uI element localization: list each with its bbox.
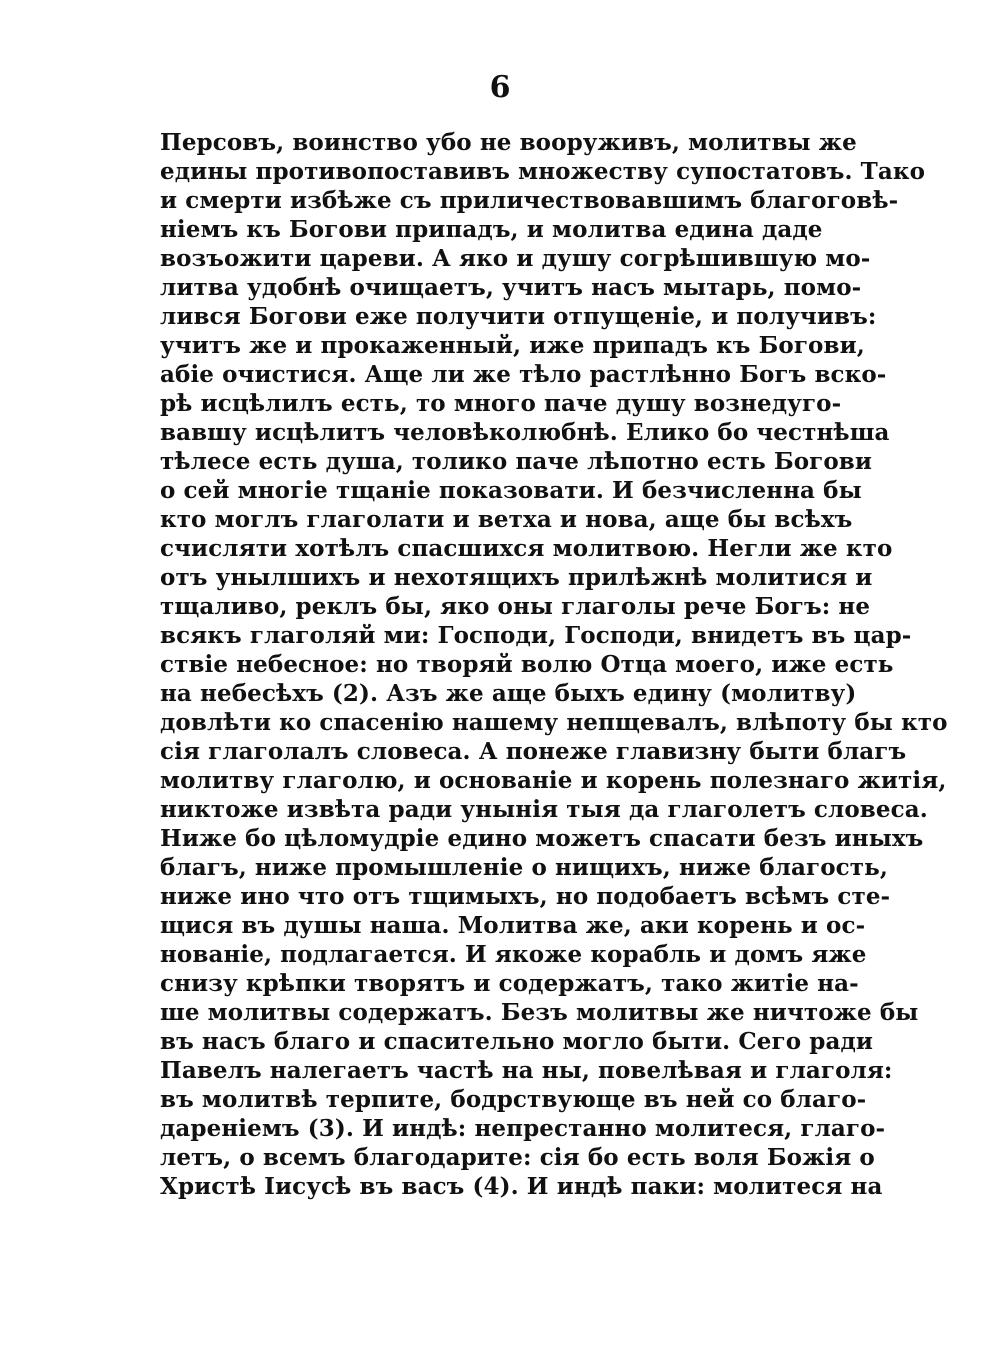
text-line: учитъ же и прокаженный, иже припадъ къ Богови,	[160, 332, 865, 359]
text-line: ше молитвы содержатъ. Безъ молитвы же ничтоже бы	[160, 999, 919, 1026]
text-line: сія глаголалъ словеса. А понеже главизну быти благъ	[160, 738, 907, 765]
text-line: въ молитвѣ терпите, бодрствующе въ ней со благо-	[160, 1086, 867, 1113]
text-line: литва удобнѣ очищаетъ, учитъ насъ мытарь, помо-	[160, 274, 862, 301]
text-line: вавшу исцѣлитъ человѣколюбнѣ. Елико бо честнѣша	[160, 419, 890, 446]
text-line: всякъ глаголяй ми: Господи, Господи, внидетъ въ цар-	[160, 622, 912, 649]
text-line: дареніемъ (3). И индѣ: непрестанно молитеся, глаго-	[160, 1115, 886, 1142]
text-line: счисляти хотѣлъ спасшихся молитвою. Негли же кто	[160, 535, 893, 562]
text-block	[160, 128, 948, 1201]
text-line: ніемъ къ Богови припадъ, и молитва едина даде	[160, 216, 823, 243]
text-line: ниже ино что отъ тщимыхъ, но подобаетъ всѣмъ сте-	[160, 883, 891, 910]
text-line: рѣ исцѣлилъ есть, то много паче душу вознедуго-	[160, 390, 842, 417]
text-line: довлѣти ко спасенію нашему непщевалъ, влѣпоту бы кто	[160, 709, 948, 736]
text-line: отъ унылшихъ и нехотящихъ прилѣжнѣ молитися и	[160, 564, 873, 591]
text-line: едины противопоставивъ множеству супостатовъ. Тако	[160, 158, 926, 185]
text-line: кто моглъ глаголати и ветха и нова, аще бы всѣхъ	[160, 506, 853, 533]
text-line: Персовъ, воинство убо не вооруживъ, молитвы же	[160, 129, 857, 156]
text-line: на небесѣхъ (2). Азъ же аще быхъ едину (молитву)	[160, 680, 857, 707]
text-line: лився Богови еже получити отпущеніе, и получивъ:	[160, 303, 877, 330]
text-line: ствіе небесное: но творяй волю Отца моего, иже есть	[160, 651, 894, 678]
text-line: возъожити цареви. А яко и душу согрѣшившую мо-	[160, 245, 871, 272]
page-number: 6	[489, 70, 511, 105]
text-line: нованіе, подлагается. И якоже корабль и домъ яже	[160, 941, 867, 968]
text-line: молитву глаголю, и основаніе и корень полезнаго житія,	[160, 767, 947, 794]
text-line: снизу крѣпки творятъ и содержатъ, тако житіе на-	[160, 970, 859, 997]
text-line: о сей многіе тщаніе показовати. И безчисленна бы	[160, 477, 862, 504]
text-line: Ниже бо цѣломудріе едино можетъ спасати безъ иныхъ	[160, 825, 924, 852]
text-line: тѣлесе есть душа, толико паче лѣпотно есть Богови	[160, 448, 873, 475]
text-line: абіе очистися. Аще ли же тѣло растлѣнно Богъ вско-	[160, 361, 887, 388]
text-line: въ насъ благо и спасительно могло быти. Сего ради	[160, 1028, 874, 1055]
text-line: щися въ душы наша. Молитва же, аки корень и ос-	[160, 912, 866, 939]
text-line: никтоже извѣта ради унынія тыя да глаголетъ словеса.	[160, 796, 928, 823]
text-line: Христѣ Іисусѣ въ васъ (4). И индѣ паки: молитеся на	[160, 1173, 883, 1200]
text-line: Павелъ налегаетъ частѣ на ны, повелѣвая и глаголя:	[160, 1057, 893, 1084]
text-line: тщаливо, реклъ бы, яко оны глаголы рече Богъ: не	[160, 593, 871, 620]
text-line: летъ, о всемъ благодарите: сія бо есть воля Божія о	[160, 1144, 875, 1171]
text-line: и смерти избѣже съ приличествовавшимъ благоговѣ-	[160, 187, 899, 214]
text-line: благъ, ниже промышленіе о нищихъ, ниже благость,	[160, 854, 888, 881]
